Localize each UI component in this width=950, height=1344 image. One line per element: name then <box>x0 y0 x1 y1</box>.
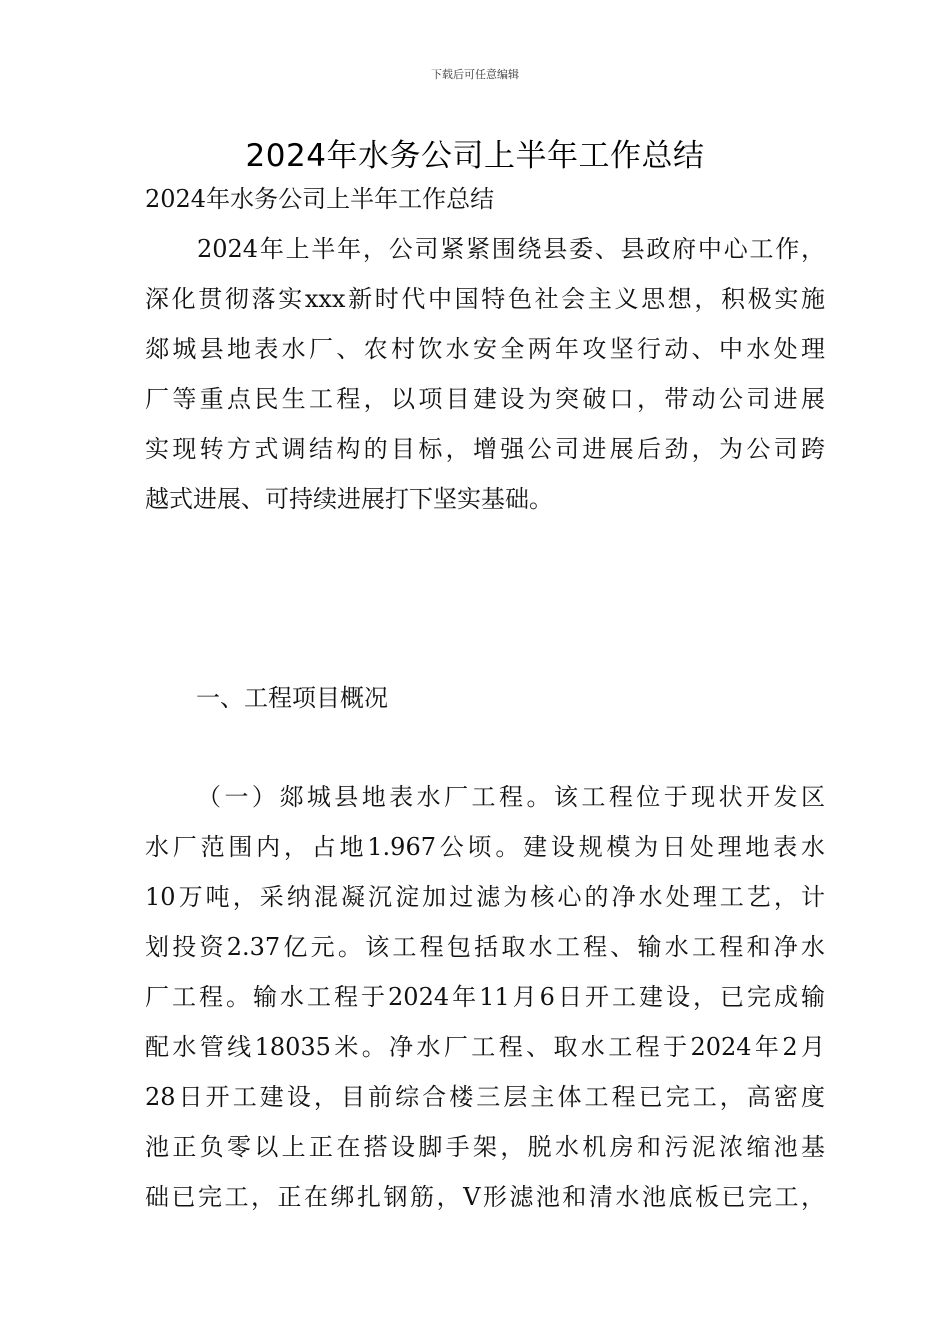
paragraph-line: （一）郯城县地表水厂工程。该工程位于现状开发区 <box>197 783 825 811</box>
paragraph-line: 深化贯彻落实xxx新时代中国特色社会主义思想，积极实施 <box>145 285 825 313</box>
paragraph-line: 厂工程。输水工程于2024年11月6日开工建设，已完成输 <box>145 983 825 1011</box>
paragraph-line: 28日开工建设，目前综合楼三层主体工程已完工，高密度 <box>145 1083 825 1111</box>
document-title: 2024年水务公司上半年工作总结 <box>245 138 705 174</box>
paragraph-line: 实现转方式调结构的目标，增强公司进展后劲，为公司跨 <box>145 435 825 463</box>
paragraph-line: 水厂范围内，占地1.967公顷。建设规模为日处理地表水 <box>145 833 825 861</box>
paragraph-line: 10万吨，采纳混凝沉淀加过滤为核心的净水处理工艺，计 <box>145 883 825 911</box>
paragraph-line: 础已完工，正在绑扎钢筋，V形滤池和清水池底板已完工， <box>145 1183 825 1211</box>
paragraph-line: 郯城县地表水厂、农村饮水安全两年攻坚行动、中水处理 <box>145 335 825 363</box>
paragraph-line: 划投资2.37亿元。该工程包括取水工程、输水工程和净水 <box>145 933 825 961</box>
paragraph-line: 2024年上半年，公司紧紧围绕县委、县政府中心工作， <box>197 235 825 263</box>
section-paragraph <box>145 772 825 1222</box>
section-heading: 一、工程项目概况 <box>196 684 388 712</box>
document-subtitle: 2024年水务公司上半年工作总结 <box>145 185 495 213</box>
page-header-note: 下载后可任意编辑 <box>431 68 519 81</box>
paragraph-line: 池正负零以上正在搭设脚手架，脱水机房和污泥浓缩池基 <box>145 1133 825 1161</box>
intro-paragraph <box>145 224 825 524</box>
paragraph-line: 越式进展、可持续进展打下坚实基础。 <box>145 485 553 513</box>
paragraph-line: 配水管线18035米。净水厂工程、取水工程于2024年2月 <box>145 1033 825 1061</box>
paragraph-line: 厂等重点民生工程，以项目建设为突破口，带动公司进展 <box>145 385 825 413</box>
